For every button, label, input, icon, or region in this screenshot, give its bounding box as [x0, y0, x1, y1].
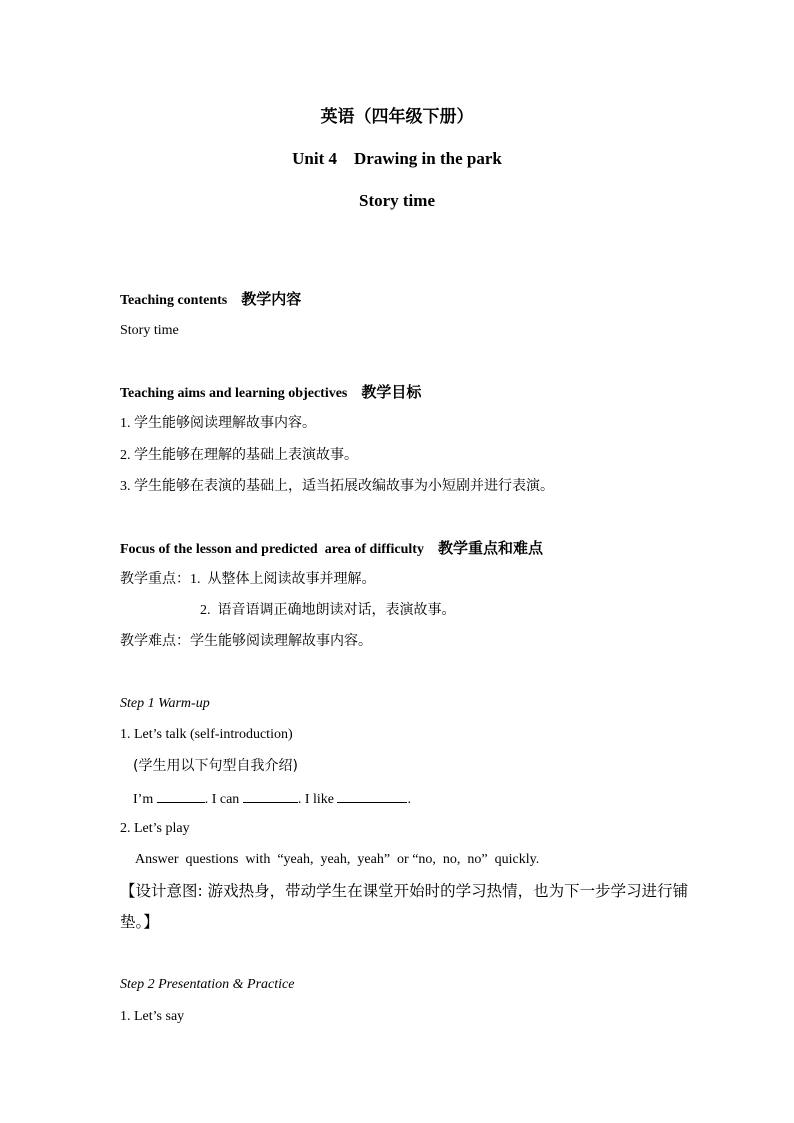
aims-heading — [120, 383, 421, 403]
aims-item — [120, 446, 358, 465]
pattern-segment: . — [407, 792, 411, 807]
fill-blank[interactable] — [243, 789, 298, 803]
aims-item-text: 学生能够在表演的基础上，适当拓展改编故事为小短剧并进行表演。 — [134, 478, 554, 494]
aims-item — [120, 477, 554, 496]
focus-key-number: 2. — [200, 603, 211, 618]
fill-blank[interactable] — [337, 789, 407, 803]
aims-item-text: 学生能够在理解的基础上表演故事。 — [134, 447, 358, 463]
step1-play-desc: Answer questions with “yeah, yeah, yeah” or “no, no, no” quickly. — [135, 852, 540, 867]
unit-title: Unit 4 Drawing in the park — [292, 149, 502, 168]
aims-item — [120, 414, 316, 433]
focus-key-number: 1. — [190, 572, 201, 587]
aims-item-number: 3. — [120, 479, 131, 494]
aims-item-number: 2. — [120, 448, 131, 463]
pattern-segment: . I can — [204, 792, 240, 807]
design-note: 【设计意图: 游戏热身，带动学生在课堂开始时的学习热情，也为下一步学习进行铺垫。】 — [120, 882, 689, 931]
fill-blank[interactable] — [157, 789, 205, 803]
aims-heading-en: Teaching aims and learning objectives — [120, 386, 348, 401]
contents-heading-cn: 教学内容 — [241, 290, 302, 308]
aims-heading-cn: 教学目标 — [361, 383, 422, 401]
step2-say: 1. Let’s say — [120, 1009, 185, 1024]
focus-heading-cn: 教学重点和难点 — [437, 539, 543, 557]
lesson-subtitle: Story time — [358, 191, 435, 210]
step1-play: 2. Let’s play — [120, 821, 190, 836]
step2-heading: Step 2 Presentation & Practice — [120, 977, 295, 992]
step1-talk-note: (学生用以下句型自我介绍) — [133, 758, 298, 774]
pattern-segment: . I like — [297, 792, 334, 807]
focus-heading-en: Focus of the lesson and predicted area of difficulty — [120, 542, 424, 557]
focus-key-text: 语音语调正确地朗读对话，表演故事。 — [217, 602, 456, 618]
step1-pattern — [133, 789, 411, 809]
aims-item-text: 学生能够阅读理解故事内容。 — [134, 415, 316, 431]
document-title: 英语（四年级下册） — [320, 107, 474, 126]
step1-talk: 1. Let’s talk (self-introduction) — [120, 727, 293, 742]
focus-key-line — [200, 601, 456, 620]
focus-difficulty: 教学难点：学生能够阅读理解故事内容。 — [120, 633, 372, 649]
focus-heading — [120, 539, 543, 559]
focus-key-line — [120, 570, 376, 589]
aims-item-number: 1. — [120, 416, 131, 431]
contents-body: Story time — [120, 323, 179, 338]
contents-heading-en: Teaching contents — [120, 293, 228, 308]
contents-heading — [120, 290, 301, 310]
focus-key-text: 从整体上阅读故事并理解。 — [207, 571, 376, 587]
pattern-segment: I’m — [133, 792, 154, 807]
step1-heading: Step 1 Warm-up — [120, 696, 210, 711]
focus-key-label: 教学重点： — [120, 571, 190, 587]
